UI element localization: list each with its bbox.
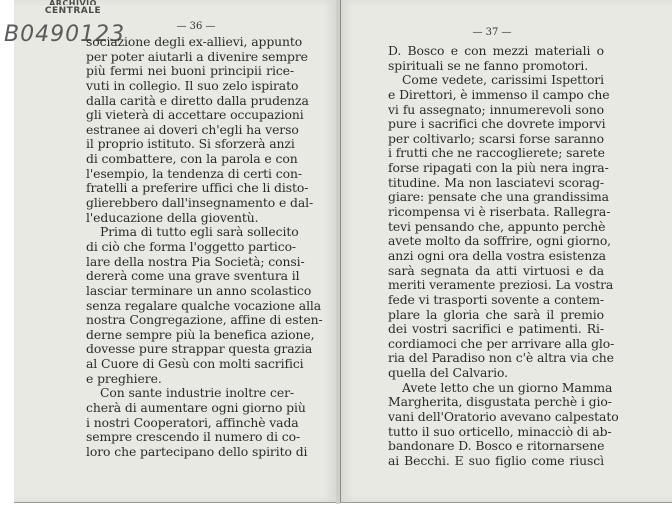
text-line: nostra Congregazione, affine di esten-: [86, 312, 323, 328]
text-line: pure i sacrifici che dovrete imporvi: [388, 116, 606, 132]
text-line: per poter aiutarli a divenire sempre: [86, 48, 308, 64]
text-line: fede vi trasporti sovente a contem-: [388, 291, 604, 307]
right-page-number: — 37 —: [472, 27, 512, 38]
text-line: anzi ogni ora della vostra esistenza: [388, 247, 606, 263]
text-line: i frutti che ne raccoglierete; sarete: [388, 145, 605, 161]
text-line: l'esempio, la tendenza di certi con-: [86, 165, 302, 181]
text-line: per coltivarlo; scarsi forse saranno: [388, 130, 604, 146]
text-line: fratelli a preferire uffici che li disto-: [86, 180, 309, 196]
text-line: ria del Paradiso non c'è altra via che: [388, 350, 614, 366]
text-line: e Direttori, è immenso il campo che: [388, 86, 610, 102]
left-page-text: [86, 34, 323, 460]
text-line: Margherita, disgustata perchè i gio-: [388, 394, 612, 410]
text-line: cordiamoci che per arrivare alla glo-: [388, 335, 615, 351]
text-line: senza regalare qualche vocazione alla: [86, 297, 322, 313]
archive-stamp: [28, 0, 118, 17]
text-line: sarà segnata da atti virtuosi e da: [388, 262, 604, 278]
text-line: lare della nostra Pia Società; consi-: [86, 253, 305, 269]
text-line: dei vostri sacrifici e patimenti. Ri-: [388, 321, 604, 337]
text-line: Con sante industrie inoltre cer-: [100, 385, 294, 401]
text-line: l'educazione della gioventù.: [86, 209, 259, 225]
background-margin: [0, 0, 14, 512]
text-line: spirituali se ne fanno promotori.: [388, 57, 589, 73]
text-line: Come vedete, carissimi Ispettori: [402, 72, 604, 88]
text-line: glierebbero dall'insegnamento e dal-: [86, 195, 314, 211]
stamp-line-2: CENTRALE: [44, 6, 102, 16]
text-line: i nostri Cooperatori, affinchè vada: [86, 414, 299, 430]
text-line: titudine. Ma non lasciatevi scorag-: [388, 174, 604, 190]
text-line: Avete letto che un giorno Mamma: [402, 379, 613, 395]
text-line: vuti in collegio. Il suo zelo ispirato: [86, 77, 299, 93]
text-line: sociazione degli ex-allievi, appunto: [86, 34, 303, 49]
text-line: vi fu assegnato; innumerevoli sono: [388, 101, 604, 117]
text-line: dovesse pure strappar questa grazia: [86, 341, 313, 357]
text-line: cherà di aumentare ogni giorno più: [86, 400, 306, 416]
text-line: di ciò che forma l'oggetto partico-: [86, 238, 297, 254]
text-line: di combattere, con la parola e con: [86, 151, 298, 167]
text-line: derne sempre più la benefica azione,: [86, 326, 315, 342]
text-line: dererà come una grave sventura il: [86, 268, 300, 284]
text-line: al Cuore di Gesù con molti sacrifici: [86, 356, 304, 372]
text-line: giare: pensate che una grandissima: [388, 189, 609, 205]
text-line: gli vieterà di accettare occupazioni: [86, 107, 304, 123]
stamp-line-1: ARCHIVIO: [49, 0, 97, 5]
handwritten-code: B0490123: [4, 22, 126, 47]
text-line: D. Bosco e con mezzi materiali o: [388, 43, 604, 58]
text-line: loro che partecipano dello spirito di: [86, 443, 308, 459]
text-line: ricompensa vi è riserbata. Rallegra-: [388, 204, 611, 220]
text-line: e preghiere.: [86, 370, 162, 386]
text-line: forse ripagati con la più nera ingra-: [388, 160, 609, 176]
text-line: sempre crescendo il numero di co-: [86, 429, 301, 445]
text-line: bandonare D. Bosco e ritornarsene: [388, 438, 605, 454]
left-page-number: — 36 —: [176, 21, 216, 32]
text-line: avete molto da soffrire, ogni giorno,: [388, 233, 612, 249]
text-line: il proprio istituto. Si sforzerà anzi: [86, 136, 295, 152]
text-line: lasciar terminare un anno scolastico: [86, 282, 312, 298]
text-line: tevi pensando che, appunto perchè: [388, 218, 606, 234]
text-line: più fermi nei buoni principii rice-: [86, 63, 294, 79]
text-line: ai Becchi. E suo figlio come riuscì: [388, 452, 604, 468]
text-line: Prima di tutto egli sarà sollecito: [100, 224, 299, 240]
right-page-text: [388, 43, 619, 469]
text-line: meriti veramente preziosi. La vostra: [388, 277, 614, 293]
text-line: tutto il suo orticello, minacciò di ab-: [388, 423, 612, 439]
text-line: vani dell'Oratorio avevano calpestato: [388, 409, 619, 425]
text-line: plare la gloria che sarà il premio: [388, 306, 604, 322]
text-line: quella del Calvario.: [388, 365, 508, 381]
text-line: dalla carità e diretto dalla prudenza: [86, 92, 309, 108]
text-line: estranee ai doveri ch'egli ha verso: [86, 121, 299, 137]
